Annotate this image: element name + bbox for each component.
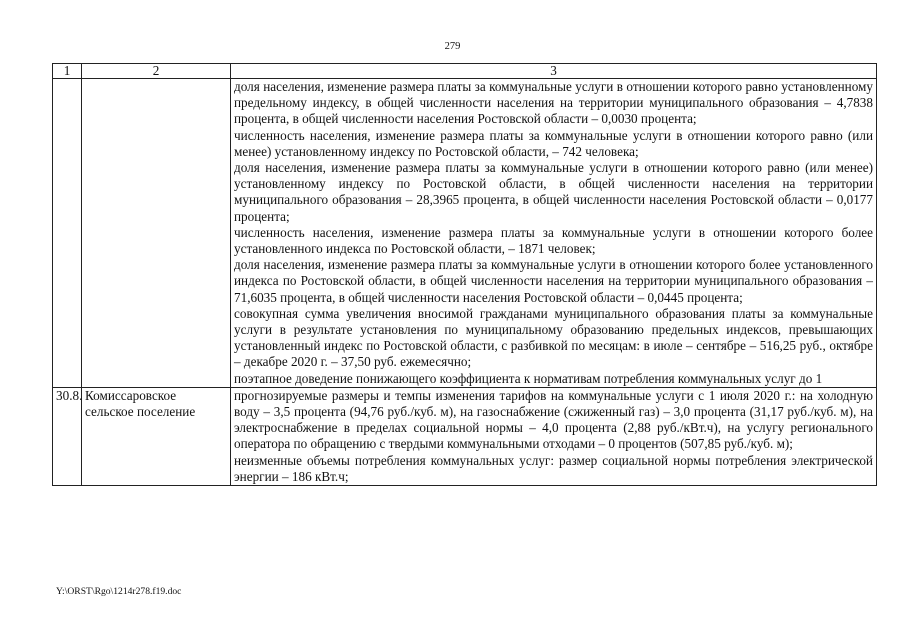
- file-path-footer: Y:\ORST\Rgo\1214r278.f19.doc: [56, 586, 182, 597]
- paragraph: доля населения, изменение размера платы за коммунальные услуги в отношении которого более установленного индекса по Ростовской области, в общей численности населения на территории муниципального образования – 71,6035 процента, в общей численности населения Ростовской области – 0,0445 процента;: [234, 257, 873, 305]
- column-header-3: 3: [231, 64, 877, 79]
- row-content: [231, 79, 877, 388]
- column-header-2: 2: [82, 64, 231, 79]
- row-content: [231, 387, 877, 485]
- paragraph: прогнозируемые размеры и темпы изменения тарифов на коммунальные услуги с 1 июля 2020 г.: на холодную воду – 3,5 процента (94,76 руб./куб. м), на газоснабжение (сжиженный газ) – 3,0 процента (31,17 руб./куб. м), на электроснабжение в пределах социальной нормы – 4,0 процента (2,88 руб./кВт.ч), на услугу регионального оператора по обращению с твердыми коммунальными отходами – 0 процентов (507,85 руб./куб. м);: [234, 387, 873, 452]
- table-row: [53, 79, 877, 388]
- paragraph: доля населения, изменение размера платы за коммунальные услуги в отношении которого равно (или менее) установленному индексу по Ростовской области, в общей численности населения на территории муниципального образования – 28,3965 процента, в общей численности населения Ростовской области – 0,0177 процента;: [234, 160, 873, 224]
- document-table: [52, 63, 877, 486]
- row-number: [53, 79, 82, 388]
- page-number: 279: [444, 41, 461, 52]
- paragraph: совокупная сумма увеличения вносимой гражданами муниципального образования платы за коммунальные услуги в результате установления по муниципальному образованию предельных индексов, превышающих установленный индекс по Ростовской области, с разбивкой по месяцам: в июле – сентябре – 516,25 руб., октябре – декабре 2020 г. – 37,50 руб. ежемесячно;: [234, 305, 873, 370]
- settlement-name: Комиссаровское сельское поселение: [82, 387, 231, 485]
- settlement-name: [82, 79, 231, 388]
- paragraph: поэтапное доведение понижающего коэффициента к нормативам потребления коммунальных услуг до 1: [234, 370, 823, 386]
- paragraph: неизменные объемы потребления коммунальных услуг: размер социальной нормы потребления электрической энергии – 186 кВт.ч;: [234, 452, 873, 484]
- column-header-1: 1: [53, 64, 82, 79]
- row-number: 30.8.: [53, 387, 82, 485]
- paragraph: численность населения, изменение размера платы за коммунальные услуги в отношении которого равно (или менее) установленному индексу по Ростовской области, – 742 человека;: [234, 127, 873, 159]
- paragraph: доля населения, изменение размера платы за коммунальные услуги в отношении которого равно установленному предельному индексу, в общей численности населения на территории муниципального образования – 4,7838 процента, в общей численности населения Ростовской области – 0,0030 процента;: [234, 79, 873, 127]
- paragraph: численность населения, изменение размера платы за коммунальные услуги в отношении которого более установленного индекса по Ростовской области, – 1871 человек;: [234, 224, 873, 257]
- table-row: [53, 387, 877, 485]
- table-header-row: [53, 64, 877, 79]
